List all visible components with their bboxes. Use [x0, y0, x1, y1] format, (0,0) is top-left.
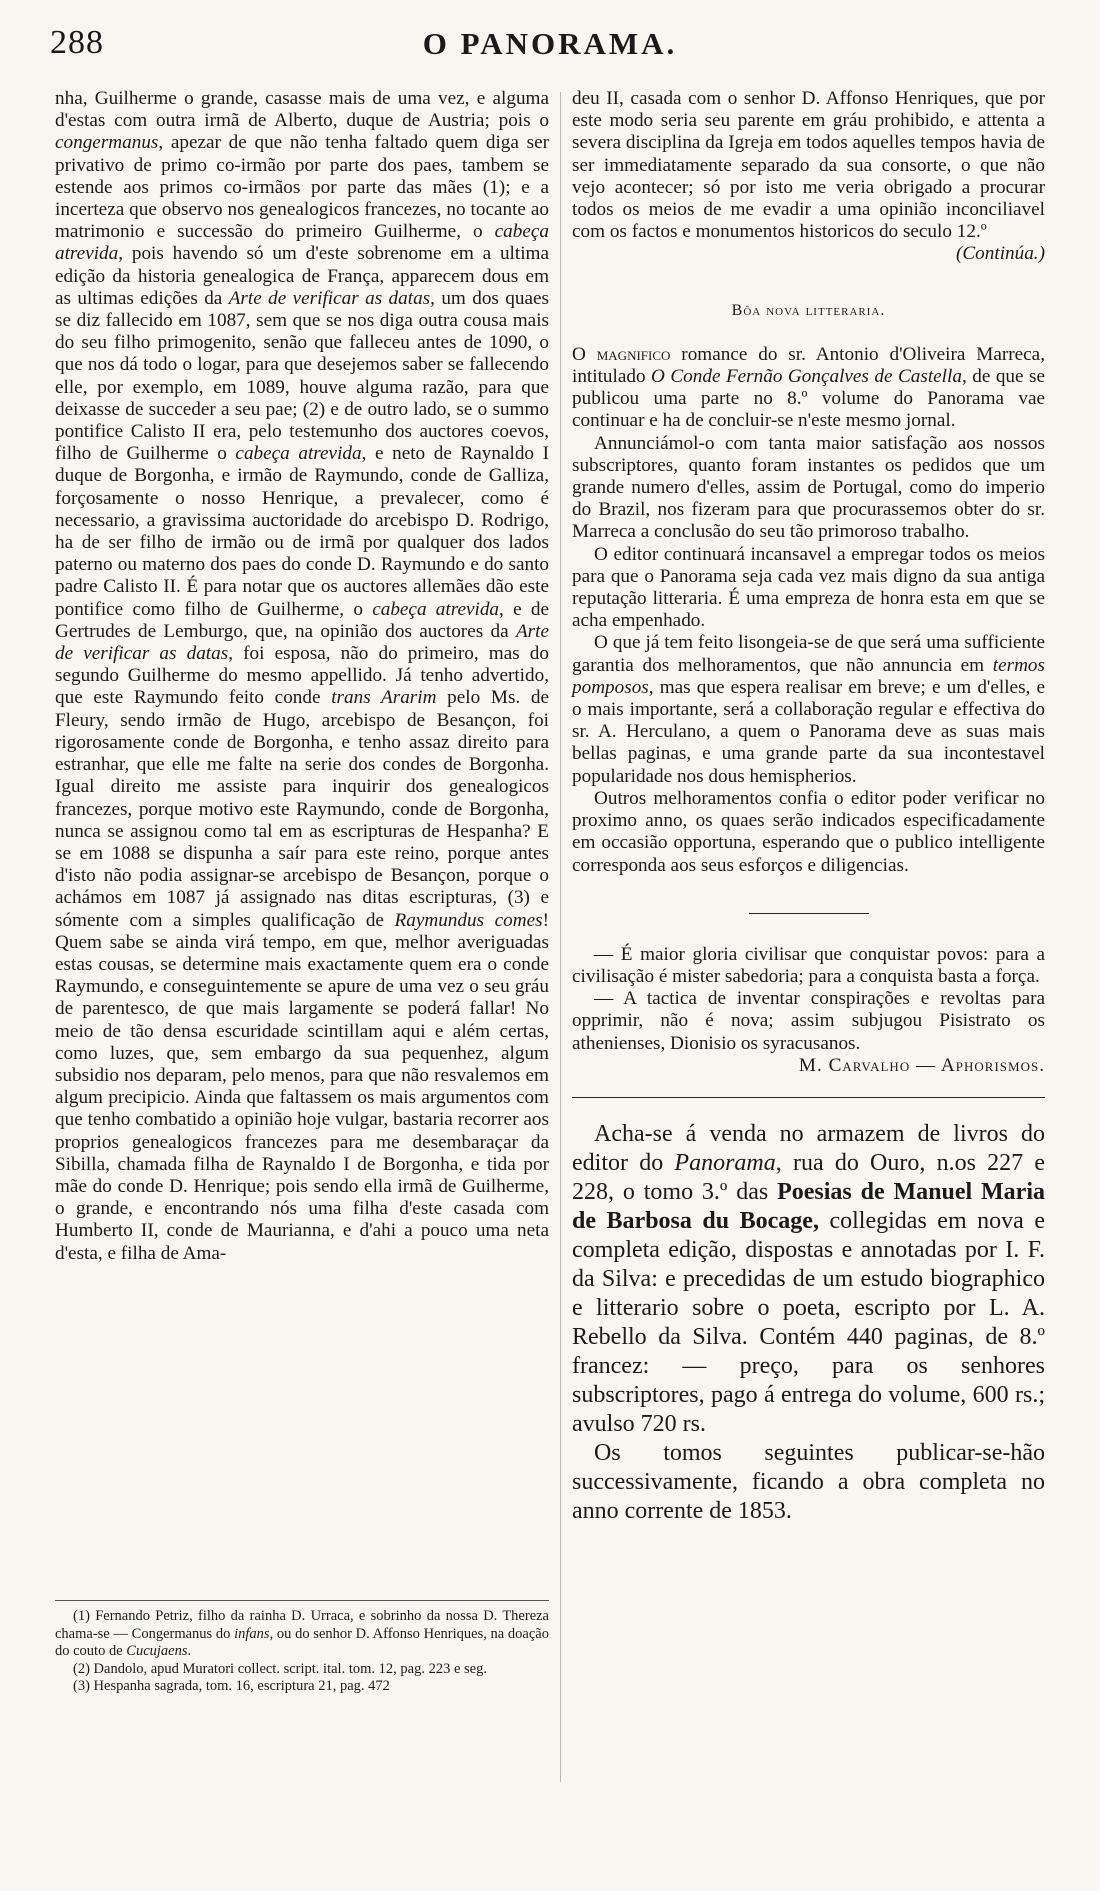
footnote-1: (1) Fernando Petriz, filho da rainha D. Urraca, e sobrinho da nossa D. Thereza chama-se — Congermanus do infans, ou do senhor D. Affonso Henriques, na doação do couto de Cucujaens.: [55, 1608, 549, 1659]
advert-paragraph-2: Os tomos seguintes publicar-se-hão successivamente, ficando a obra completa no anno corrente de 1853.: [572, 1439, 1045, 1524]
running-title: O PANORAMA.: [422, 26, 678, 61]
section-title: Bôa nova litteraria.: [731, 301, 886, 319]
column-divider: [560, 92, 561, 1782]
article-continuation-paragraph: nha, Guilherme o grande, casasse mais de uma vez, e alguma d'estas com outra irmã de Alberto, duque de Austria; pois o congermanus, apezar de que não tenha faltado quem diga ser privativo de primo co-irmão por parte dos paes, tambem se estende aos primos co-irmãos por parte das mães (1); e a incerteza que observo nos genealogicos francezes, no tocante ao matrimonio e successão do primeiro Guilherme, o cabeça atrevida, pois havendo só um d'este sobrenome em a ultima edição da historia genealogica de França, apparecem dous em as ultimas edições da Arte de verificar as datas, um dos quaes se diz fallecido em 1087, sem que se nos diga outra cousa mais do seu filho primogenito, senão que falleceu antes de 1090, o que nos dá todo o logar, para que desejemos saber se fallecendo elle, por exemplo, em 1089, houve alguma razão, para que deixasse de succeder a seu pae; (2) e de outro lado, se o summo pontifice Calisto II era, pelo testemunho dos auctores coevos, filho de Guilherme o cabeça atrevida, e neto de Raynaldo I duque de Borgonha, e irmão de Raymundo, conde de Galliza, forçosamente o nosso Henrique, a prevalecer, como é necessario, a gravissima auctoridade do arcebispo D. Rodrigo, ha de ser filho de irmão ou de irmã por qualquer dos lados paterno ou materno dos paes do conde D. Raymundo e do santo padre Calisto II. É para notar que os auctores allemães dão este pontifice como filho de Guilherme, o cabeça atrevida, e de Gertrudes de Lemburgo, que, na opinião dos auctores da Arte de verificar as datas, foi esposa, não do primeiro, mas do segundo Guilherme do mesmo appellido. Já tenho advertido, que este Raymundo feito conde trans Ararim pelo Ms. de Fleury, sendo irmão de Hugo, arcebispo de Besançon, foi rigorosamente conde de Borgonha, e tenho assaz direito para estranhar, que elle me falte na serie dos condes de Borgonha. Igual direito me assiste para inquirir dos genealogicos francezes, porque motivo este Raymundo, conde de Borgonha, nunca se assignou como tal em as escripturas de Hespanha? E se em 1088 se dispunha a saír para este reino, porque antes d'isto não podia assignar-se arcebispo de Besançon, porque o achámos em 1087 já assignado nas ditas escripturas, (3) e sómente com a simples qualificação de Raymundus comes! Quem sabe se ainda virá tempo, em que, melhor averiguadas estas cousas, se determine mais exactamente quem era o conde Raymundo, e conseguintemente se apure de uma vez o seu gráu de parentesco, de que mais largamente se poderá fallar! No meio de tão densa escuridade scintillam aqui e além certas, como luzes, que, sem embargo da sua pequenhez, algum subsidio nos deparam, pelo menos, para que não resvalemos em algum precipicio. Ainda que faltassem os mais argumentos com que tenho combatido a opinião hoje vulgar, bastaria recorrer aos proprios genealogicos francezes para me desembaraçar da Sibilla, chamada filha de Raynaldo I de Borgonha, e tida por mãe do conde D. Henrique; pois sendo ella irmã de Guilherme, o grande, e encontrando nós uma filha d'este casada com Humberto II, conde de Maurianna, e d'ahi a pouco uma neta d'esta, e filha de Ama-: [55, 88, 550, 1264]
right-column: [572, 88, 1045, 1526]
news-paragraph-5: Outros melhoramentos confia o editor poder verificar no proximo anno, os quaes serão indicados especificadamente em occasião opportuna, esperando que o publico intelligente corresponda aos seus esforços e diligencias.: [572, 787, 1045, 876]
page-number: 288: [50, 24, 104, 61]
news-paragraph-2: Annunciámol-o com tanta maior satisfação aos nossos subscriptores, quanto foram instantes os pedidos que um grande numero d'elles, assim de Portugal, como do imperio do Brazil, nos fizeram para que procurassemos obter do sr. Marreca a conclusão do seu tão primoroso trabalho.: [572, 432, 1045, 543]
footnote-3: (3) Hespanha sagrada, tom. 16, escriptura 21, pag. 472: [73, 1678, 390, 1694]
aphorism-attribution: M. Carvalho — Aphorismos.: [798, 1054, 1045, 1076]
advert-divider: [572, 1097, 1045, 1098]
aphorism-1: — É maior gloria civilisar que conquistar povos: para a civilisação é mister sabedoria; para a conquista basta a força.: [572, 943, 1045, 987]
aphorism-2: — A tactica de inventar conspirações e revoltas para opprimir, não é nova; assim subjugou Pisistrato os athenienses, Dionisio os syracusanos.: [572, 988, 1045, 1054]
left-column: [55, 88, 549, 1265]
footnotes: [55, 1608, 549, 1696]
article-end-paragraph: deu II, casada com o senhor D. Affonso Henriques, que por este modo seria seu parente em gráu prohibido, e attenta a severa disciplina da Igreja em todos aquelles tempos havia de ser immediatamente separado da sua consorte, o que não vejo acontecer; só por isto me veria obrigado a procurar todos os meios de me evadir a uma opinião inconciliavel com os factos e monumentos historicos do seculo 12.º: [572, 88, 1045, 243]
continua-note: (Continúa.): [955, 243, 1045, 265]
news-paragraph-1: O magnifico romance do sr. Antonio d'Oliveira Marreca, intitulado O Conde Fernão Gonçalves de Castella, de que se publicou uma parte no 8.º volume do Panorama vae continuar e ha de concluir-se n'este mesmo jornal.: [572, 343, 1045, 432]
footnotes-divider: [55, 1600, 549, 1601]
page-header: [50, 24, 1050, 74]
book-advertisement: [572, 1120, 1045, 1526]
section-divider: [749, 913, 869, 914]
advert-paragraph-1: Acha-se á venda no armazem de livros do editor do Panorama, rua do Ouro, n.os 227 e 228, o tomo 3.º das Poesias de Manuel Maria de Barbosa du Bocage, collegidas em nova e completa edição, dispostas e annotadas por I. F. da Silva: e precedidas de um estudo biographico e litterario sobre o poeta, escripto por L. A. Rebello da Silva. Contém 440 paginas, de 8.º francez: — preço, para os senhores subscriptores, pago á entrega do volume, 600 rs.; avulso 720 rs.: [572, 1120, 1045, 1437]
news-paragraph-3: O editor continuará incansavel a empregar todos os meios para que o Panorama seja cada vez mais digno da sua antiga reputação litteraria. É uma empreza de honra esta em que se acha empenhado.: [572, 543, 1045, 632]
news-paragraph-4: O que já tem feito lisongeia-se de que será uma sufficiente garantia dos melhoramentos, que não annuncia em termos pomposos, mas que espera realisar em breve; e um d'elles, e o mais importante, será a collaboração regular e effectiva do sr. A. Herculano, a quem o Panorama deve as suas mais bellas paginas, e uma grande parte da sua incontestavel popularidade nos dous hemispherios.: [572, 632, 1045, 787]
footnote-2: (2) Dandolo, apud Muratori collect. script. ital. tom. 12, pag. 223 e seg.: [73, 1660, 487, 1677]
